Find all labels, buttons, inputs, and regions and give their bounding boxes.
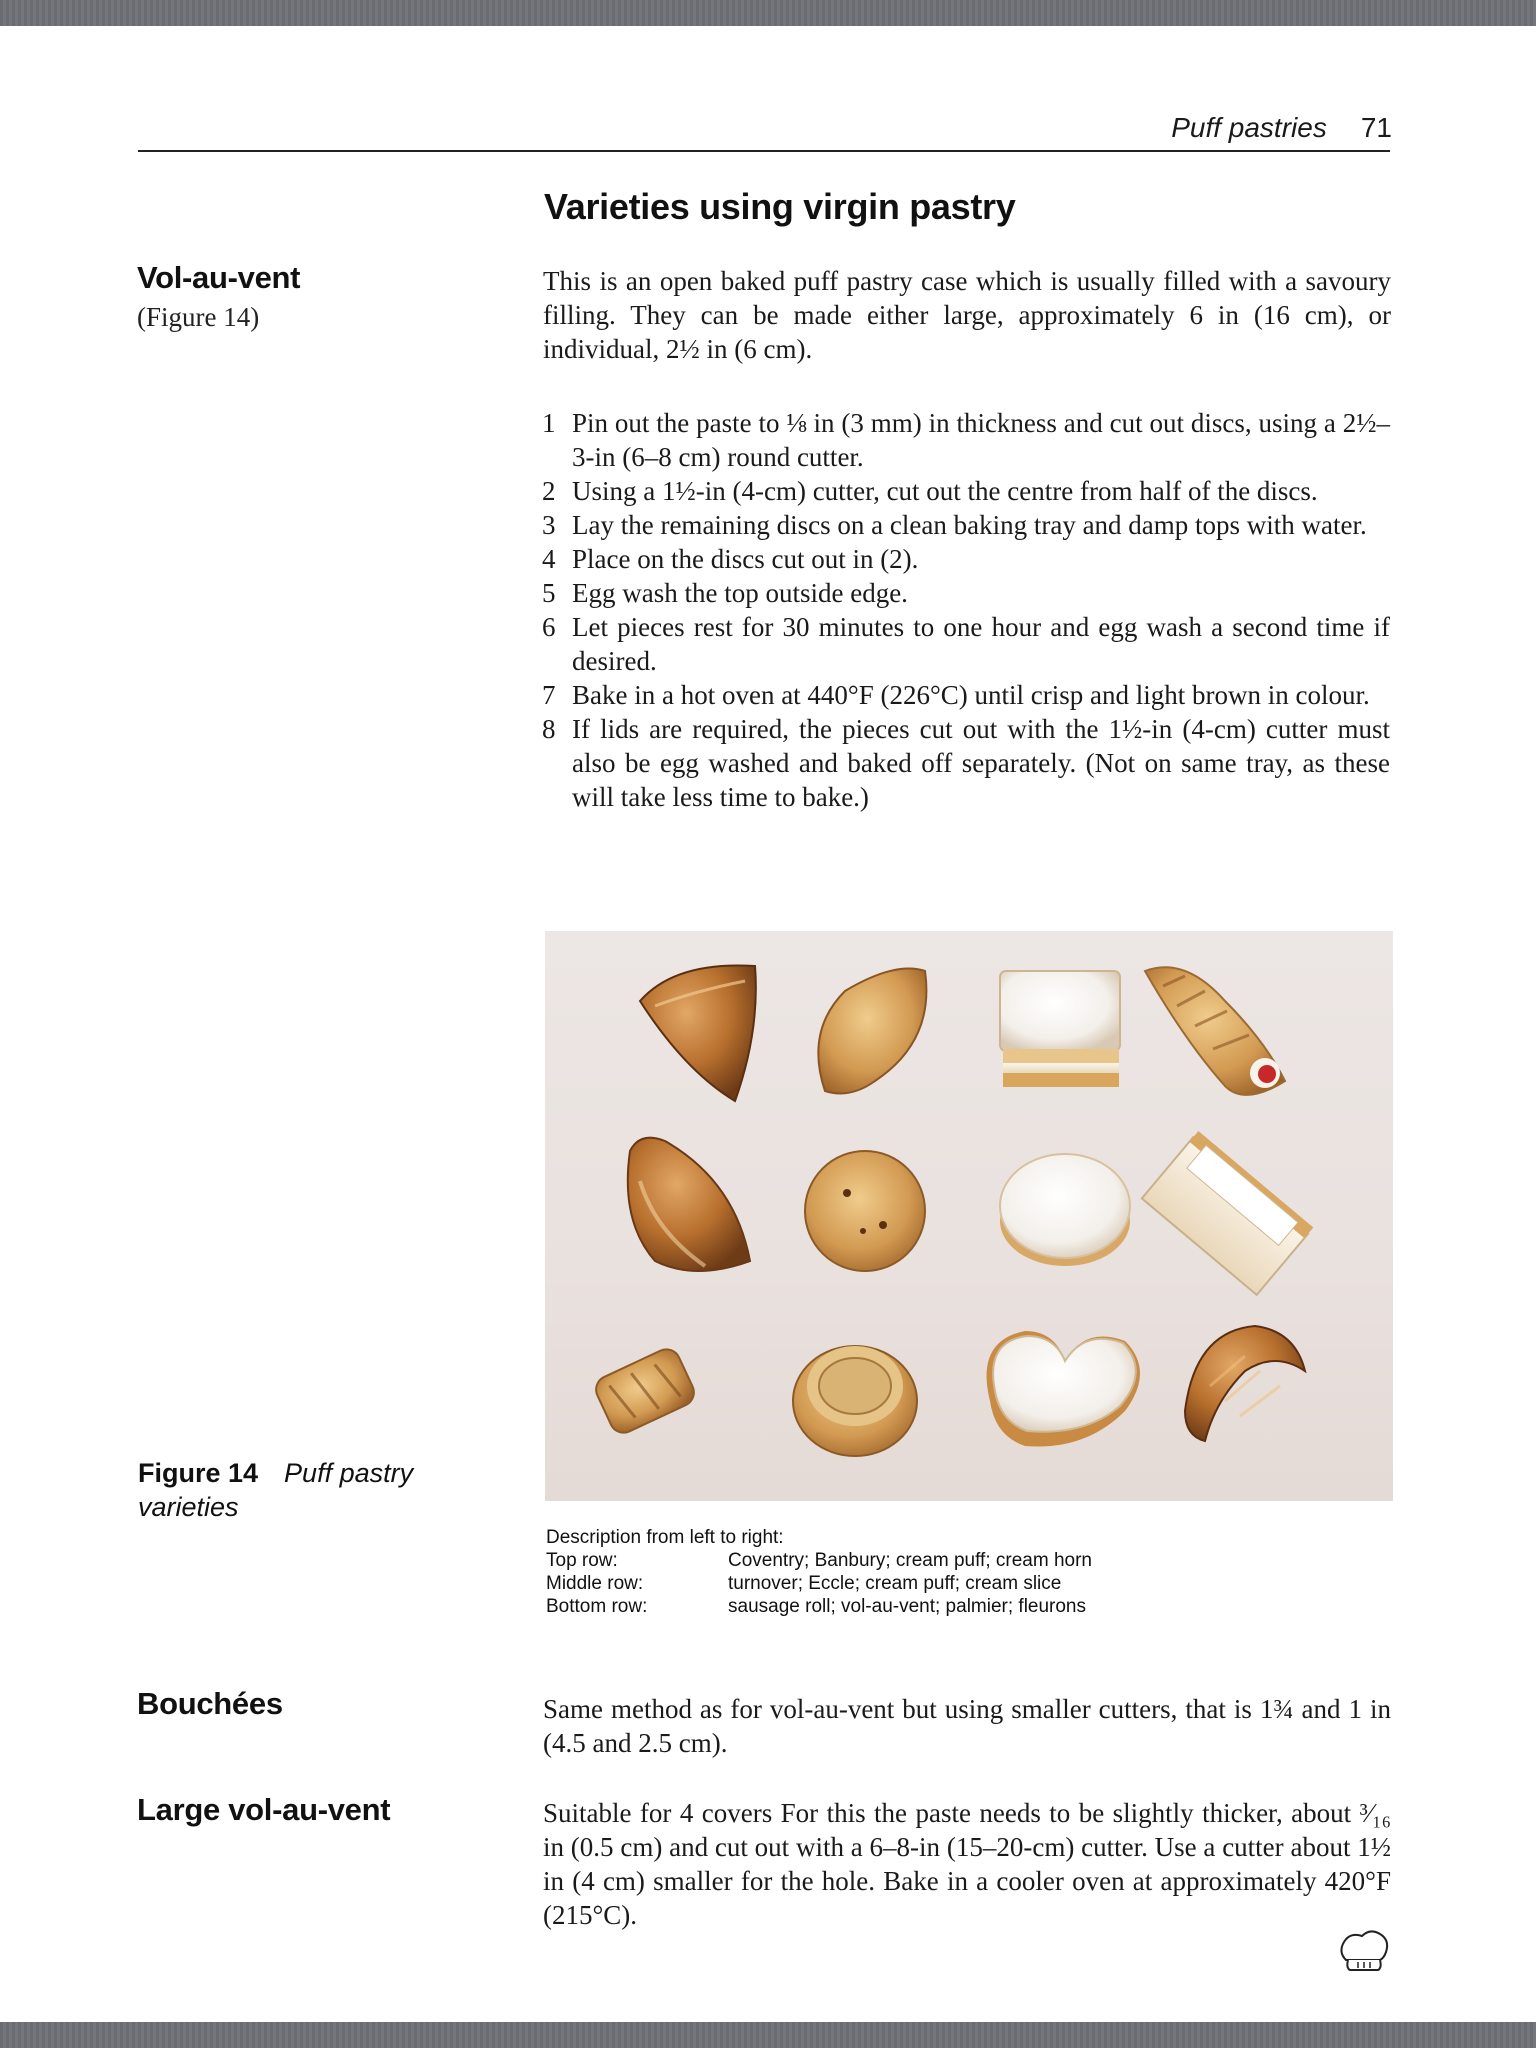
- viewer-top-border: [0, 0, 1536, 26]
- section-heading: Varieties using virgin pastry: [544, 186, 1016, 227]
- step-number: 7: [542, 680, 556, 710]
- step-number: 4: [542, 544, 556, 574]
- pastry-photo: [545, 931, 1393, 1501]
- chef-hat-icon: [1336, 1926, 1392, 1974]
- method-step: [542, 542, 1390, 576]
- row-items: turnover; Eccle; cream puff; cream slice: [728, 1573, 1062, 1594]
- book-page: [0, 26, 1536, 2022]
- method-steps: [542, 406, 1390, 814]
- running-head: [1120, 112, 1392, 152]
- step-number: 8: [542, 714, 556, 744]
- step-text: Using a 1½-in (4-cm) cutter, cut out the centre from half of the discs.: [572, 476, 1318, 506]
- method-step: [542, 474, 1390, 508]
- row-label: Top row:: [546, 1550, 618, 1571]
- method-step: [542, 610, 1390, 678]
- viewer-bottom-border: [0, 2022, 1536, 2048]
- row-label: Middle row:: [546, 1573, 644, 1594]
- page-number: 71: [1360, 112, 1392, 143]
- method-step: [542, 576, 1390, 610]
- step-number: 6: [542, 612, 556, 642]
- figure-caption: Puff pastry varieties: [138, 1458, 414, 1522]
- step-text: Place on the discs cut out in (2).: [572, 544, 919, 574]
- method-step: [542, 678, 1390, 712]
- step-number: 2: [542, 476, 556, 506]
- step-text: Let pieces rest for 30 minutes to one hour and egg wash a second time if desired.: [572, 612, 1390, 676]
- description-title: Description from left to right:: [546, 1527, 784, 1548]
- bouchees-text: Same method as for vol-au-vent but using smaller cutters, that is 1¾ and 1 in (4.5 and 2.5 cm).: [543, 1694, 1391, 1758]
- bouchees-heading: Bouchées: [137, 1686, 283, 1721]
- row-items: sausage roll; vol-au-vent; palmier; fleurons: [728, 1596, 1087, 1617]
- step-text: Egg wash the top outside edge.: [572, 578, 908, 608]
- method-step: [542, 712, 1390, 814]
- figure-label: [138, 1456, 468, 1524]
- description-row: [546, 1572, 1246, 1595]
- description-row: [546, 1549, 1246, 1572]
- running-title: Puff pastries: [1171, 112, 1327, 143]
- step-number: 3: [542, 510, 556, 540]
- large-vol-au-vent-heading: Large vol-au-vent: [137, 1792, 391, 1827]
- method-step: [542, 508, 1390, 542]
- row-items: Coventry; Banbury; cream puff; cream horn: [728, 1550, 1092, 1571]
- step-text: Bake in a hot oven at 440°F (226°C) until crisp and light brown in colour.: [572, 680, 1370, 710]
- header-rule: [138, 150, 1390, 152]
- vol-au-vent-heading: Vol-au-vent: [137, 260, 301, 295]
- method-step: [542, 406, 1390, 474]
- row-label: Bottom row:: [546, 1596, 648, 1617]
- figure-description: [546, 1526, 1246, 1618]
- figure-number: Figure 14: [138, 1458, 259, 1488]
- step-text: If lids are required, the pieces cut out with the 1½-in (4-cm) cutter must also be egg washed and baked off separately. (Not on same tray, as these will take less time to bake.): [572, 714, 1390, 812]
- large-vol-au-vent-text: Suitable for 4 covers For this the paste needs to be slightly thicker, about ³⁄₁₆ in (0.5 cm) and cut out with a 6–8-in (15–20-cm) cutter. Use a cutter about 1½ in (4 cm) smaller for the hole. Bake in a cooler oven at approximately 420°F (215°C).: [543, 1798, 1391, 1930]
- step-text: Pin out the paste to ⅛ in (3 mm) in thickness and cut out discs, using a 2½–3-in (6–8 cm) round cutter.: [572, 408, 1390, 472]
- step-number: 1: [542, 408, 556, 438]
- pastry-photo-illustration: [545, 931, 1393, 1501]
- vol-au-vent-intro: This is an open baked puff pastry case which is usually filled with a savoury filling. They can be made either large, approximately 6 in (16 cm), or individual, 2½ in (6 cm).: [543, 266, 1391, 364]
- figure-reference: (Figure 14): [137, 302, 260, 332]
- step-number: 5: [542, 578, 556, 608]
- step-text: Lay the remaining discs on a clean baking tray and damp tops with water.: [572, 510, 1367, 540]
- description-row: [546, 1595, 1246, 1618]
